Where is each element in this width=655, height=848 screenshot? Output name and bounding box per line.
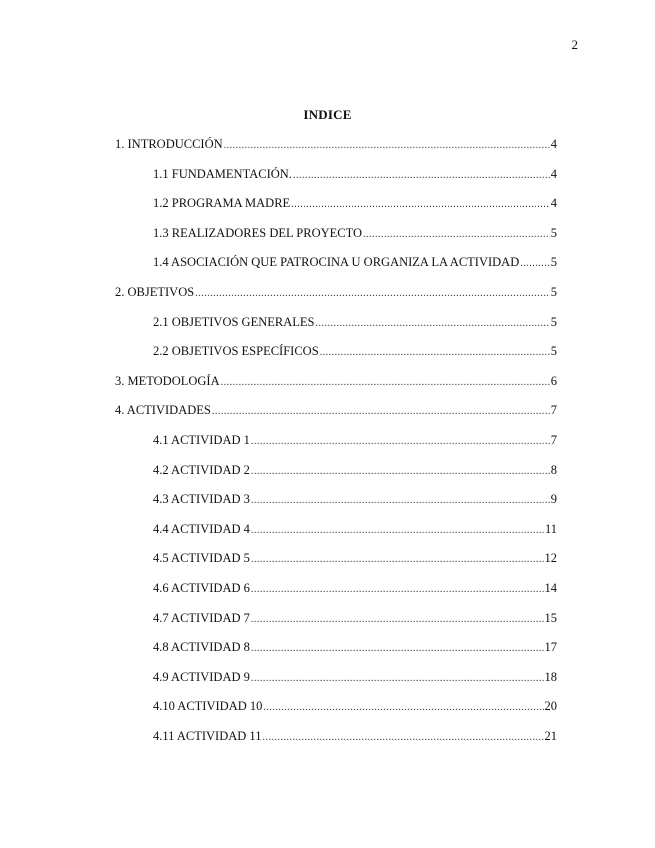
dot-leader [363,224,550,244]
toc-entry[interactable] [115,431,557,461]
toc-entry[interactable] [115,135,557,165]
toc-entry-page: 12 [544,551,557,566]
dot-leader [263,697,543,717]
toc-entry-label: 4.10 ACTIVIDAD 10 [153,699,263,714]
toc-entry-label: 4.1 ACTIVIDAD 1 [153,432,250,447]
toc-entry[interactable] [115,461,557,491]
dot-leader [251,579,544,599]
dot-leader [251,609,544,629]
toc-entry[interactable] [115,697,557,727]
dot-leader [251,520,544,540]
toc-entry-label: 4.4 ACTIVIDAD 4 [153,521,250,536]
toc-entry-page: 15 [544,610,557,625]
dot-leader [251,638,544,658]
toc-entry-label: 4.7 ACTIVIDAD 7 [153,610,250,625]
toc-entry-page: 4 [550,196,557,211]
toc-entry-label: 1.3 REALIZADORES DEL PROYECTO [153,225,363,240]
toc-entry-page: 4 [550,166,557,181]
toc-entry-label: 2. OBJETIVOS [115,284,195,299]
toc-entry-page: 5 [550,284,557,299]
toc-entry-page: 21 [544,728,557,743]
dot-leader [520,253,550,273]
toc-entry[interactable] [115,668,557,698]
toc-entry-page: 20 [544,699,557,714]
dot-leader [251,490,550,510]
toc-entry-label: 4.8 ACTIVIDAD 8 [153,640,250,655]
toc-entry-page: 7 [550,432,557,447]
toc-entry-label: 4. ACTIVIDADES [115,403,211,418]
toc-entry-page: 7 [550,403,557,418]
dot-leader [251,668,544,688]
toc-entry-page: 5 [550,255,557,270]
dot-leader [251,549,544,569]
dot-leader [221,372,550,392]
toc-entry-label: 1.4 ASOCIACIÓN QUE PATROCINA U ORGANIZA LA ACTIVIDAD [153,255,520,270]
toc-title: INDICE [303,107,352,122]
toc-entry[interactable] [115,401,557,431]
toc-entry-page: 17 [544,640,557,655]
toc-entry-page: 5 [550,225,557,240]
dot-leader [251,461,550,481]
dot-leader [262,727,543,747]
toc-entry[interactable] [115,224,557,254]
toc-entry-label: 4.11 ACTIVIDAD 11 [153,728,262,743]
toc-entry[interactable] [115,520,557,550]
toc-entry[interactable] [115,253,557,283]
toc-entry[interactable] [115,313,557,343]
toc-entry-page: 6 [550,373,557,388]
toc-entry-page: 8 [550,462,557,477]
toc-entry[interactable] [115,579,557,609]
page-number: 2 [571,37,578,52]
toc-entry-label: 1. INTRODUCCIÓN [115,137,223,151]
toc-entry-label: 4.2 ACTIVIDAD 2 [153,462,250,477]
toc-entry-page: 5 [550,344,557,359]
toc-entry-label: 4.6 ACTIVIDAD 6 [153,580,250,595]
toc-entry[interactable] [115,372,557,402]
dot-leader [212,401,550,421]
toc-list [115,135,557,756]
toc-entry-label: 2.2 OBJETIVOS ESPECÍFICOS [153,344,319,359]
toc-entry-page: 4 [550,137,557,151]
toc-entry[interactable] [115,638,557,668]
dot-leader [224,135,550,155]
toc-entry-page: 18 [544,669,557,684]
toc-entry-page: 11 [544,521,557,536]
toc-entry-label: 1.2 PROGRAMA MADRE [153,196,291,211]
toc-entry[interactable] [115,609,557,639]
dot-leader [251,431,550,451]
toc-entry-label: 2.1 OBJETIVOS GENERALES [153,314,315,329]
toc-entry-label: 4.9 ACTIVIDAD 9 [153,669,250,684]
toc-entry[interactable] [115,283,557,313]
toc-entry-page: 5 [550,314,557,329]
dot-leader [315,313,549,333]
dot-leader [291,194,550,214]
toc-entry-label: 4.5 ACTIVIDAD 5 [153,551,250,566]
dot-leader [320,342,550,362]
dot-leader [195,283,550,303]
toc-entry[interactable] [115,194,557,224]
toc-entry-page: 9 [550,492,557,507]
toc-entry[interactable] [115,549,557,579]
dot-leader [293,165,550,185]
toc-entry-page: 14 [544,580,557,595]
toc-entry-label: 1.1 FUNDAMENTACIÓN. [153,166,292,181]
toc-entry[interactable] [115,490,557,520]
toc-entry-label: 4.3 ACTIVIDAD 3 [153,492,250,507]
toc-entry[interactable] [115,727,557,757]
toc-entry-label: 3. METODOLOGÍA [115,373,220,388]
toc-entry[interactable] [115,165,557,195]
toc-entry[interactable] [115,342,557,372]
